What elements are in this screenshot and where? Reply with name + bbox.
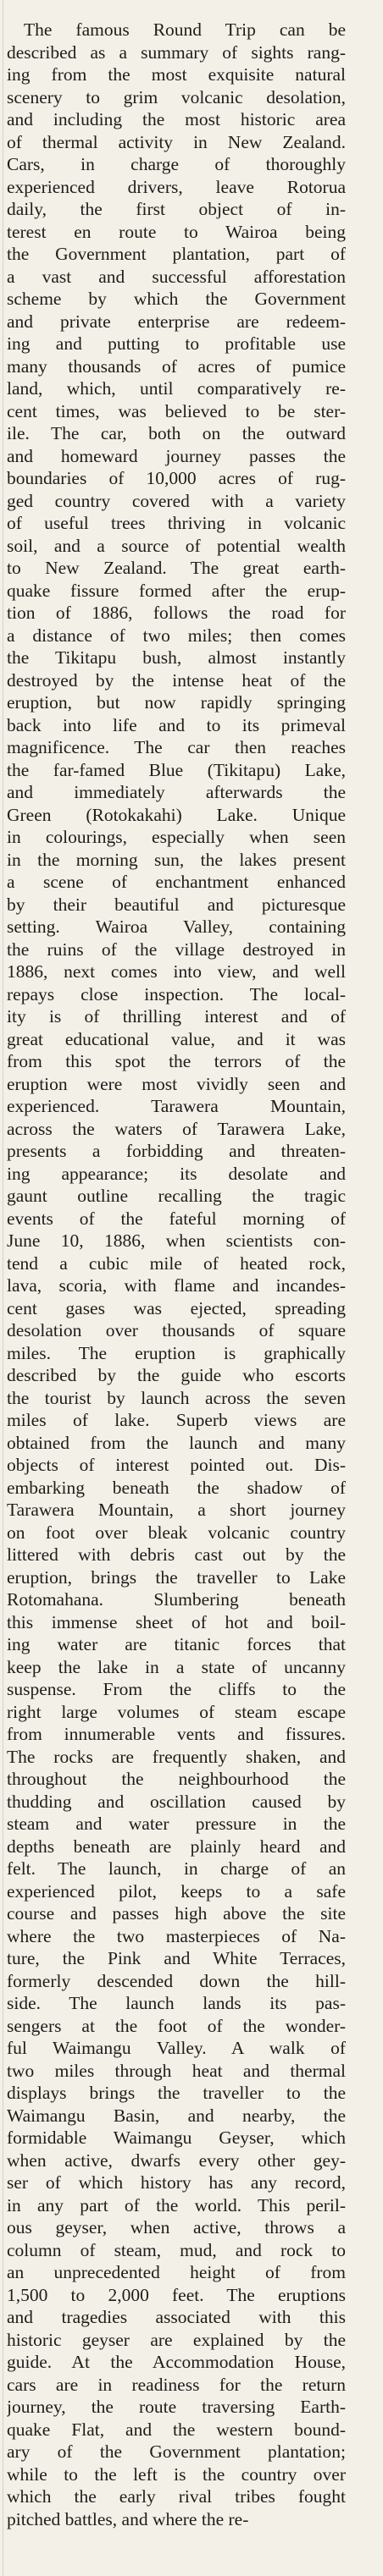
article-line: across the waters of Tarawera Lake,	[7, 1118, 346, 1139]
article-line: by their beautiful and picturesque	[7, 894, 346, 915]
article-line: column of steam, mud, and rock to	[7, 2239, 346, 2260]
article-line: ing water are titanic forces that	[7, 1634, 346, 1654]
article-line: lava, scoria, with flame and incandes-	[7, 1275, 346, 1296]
article-line: guide. At the Accommodation House,	[7, 2352, 346, 2372]
article-line: desolation over thousands of square	[7, 1320, 346, 1340]
article-line: thudding and oscillation caused by	[7, 1791, 346, 1812]
article-line: events of the fateful morning of	[7, 1208, 346, 1229]
article-line: ity is of thrilling interest and of	[7, 1006, 346, 1027]
article-line: two miles through heat and thermal	[7, 2060, 346, 2081]
article-line: terest en route to Wairoa being	[7, 221, 346, 242]
article-line: embarking beneath the shadow of	[7, 1477, 346, 1498]
article-line: in colourings, especially when seen	[7, 827, 346, 847]
article-line: boundaries of 10,000 acres of rug-	[7, 468, 346, 488]
article-line: Rotomahana. Slumbering beneath	[7, 1589, 346, 1610]
article-line: Tarawera Mountain, a short journey	[7, 1500, 346, 1520]
article-line: eruption were most vividly seen and	[7, 1073, 346, 1094]
article-line: miles. The eruption is graphically	[7, 1342, 346, 1363]
article-line: repays close inspection. The local-	[7, 983, 346, 1005]
article-line: destroyed by the intense heat of the	[7, 669, 346, 691]
article-line: this immense sheet of hot and boil-	[7, 1611, 346, 1632]
article-line: magnificence. The car then reaches	[7, 737, 346, 757]
article-line: historic geyser are explained by the	[7, 2329, 346, 2350]
article-line: ful Waimangu Valley. A walk of	[7, 2038, 346, 2058]
article-line: ged country covered with a variety	[7, 490, 346, 511]
article-line: many thousands of acres of pumice	[7, 355, 346, 377]
article-line: objects of interest pointed out. Dis-	[7, 1455, 346, 1475]
article-line: ing from the most exquisite natural	[7, 64, 346, 85]
article-line: a scene of enchantment enhanced	[7, 872, 346, 892]
article-column	[7, 19, 346, 2557]
article-line: and including the most historic area	[7, 109, 346, 129]
article-line: suspense. From the cliffs to the	[7, 1679, 346, 1699]
article-line: pitched battles, and where the re-	[7, 2508, 249, 2529]
article-line: and immediately afterwards the	[7, 782, 346, 802]
article-line: and homeward journey passes the	[7, 445, 346, 466]
article-line: cent gases was ejected, spreading	[7, 1297, 346, 1318]
article-line: Green (Rotokakahi) Lake. Unique	[7, 804, 346, 825]
article-line: great educational value, and it was	[7, 1028, 346, 1049]
article-line: daily, the first object of in-	[7, 199, 346, 219]
article-line: gaunt outline recalling the tragic	[7, 1186, 346, 1206]
article-line: ary of the Government plantation;	[7, 2441, 346, 2462]
article-line: an unprecedented height of from	[7, 2262, 346, 2282]
article-line: throughout the neighbourhood the	[7, 1769, 346, 1789]
article-line: the Tikitapu bush, almost instantly	[7, 647, 346, 668]
article-line: scheme by which the Government	[7, 289, 346, 309]
article-line: the Government plantation, part of	[7, 244, 346, 264]
article-line: formerly descended down the hill-	[7, 1970, 346, 1991]
article-line: displays brings the traveller to the	[7, 2083, 346, 2103]
article-line: sengers at the foot of the wonder-	[7, 2015, 346, 2036]
article-line: from this spot the terrors of the	[7, 1051, 346, 1071]
article-line: to New Zealand. The great earth-	[7, 558, 346, 578]
article-line: littered with debris cast out by the	[7, 1544, 346, 1565]
article-line: eruption, brings the traveller to Lake	[7, 1566, 346, 1588]
article-line: ing and putting to profitable use	[7, 333, 346, 354]
article-line: eruption, but now rapidly springing	[7, 692, 346, 713]
article-line: June 10, 1886, when scientists con-	[7, 1230, 346, 1251]
article-line: presents a forbidding and threaten-	[7, 1141, 346, 1161]
article-line: and private enterprise are redeem-	[7, 311, 346, 332]
article-line: cent times, was believed to be ster-	[7, 400, 346, 421]
article-line: 1886, next comes into view, and well	[7, 961, 346, 982]
article-line: scenery to grim volcanic desolation,	[7, 86, 346, 107]
article-line: in the morning sun, the lakes present	[7, 849, 346, 870]
article-line: described by the guide who escorts	[7, 1365, 346, 1385]
article-line: 1,500 to 2,000 feet. The eruptions	[7, 2284, 346, 2305]
article-line: a distance of two miles; then comes	[7, 625, 346, 646]
article-line: The rocks are frequently shaken, and	[7, 1746, 346, 1767]
article-line: experienced pilot, keeps to a safe	[7, 1880, 346, 1902]
article-line: the tourist by launch across the seven	[7, 1387, 346, 1408]
article-line: a vast and successful afforestation	[7, 266, 346, 287]
article-line: experienced. Tarawera Mountain,	[7, 1096, 346, 1116]
article-line: tend a cubic mile of heated rock,	[7, 1252, 346, 1274]
article-line: ous geyser, when active, throws a	[7, 2217, 346, 2237]
article-line: side. The launch lands its pas-	[7, 1993, 346, 2013]
article-line: on foot over bleak volcanic country	[7, 1522, 346, 1543]
article-line: the ruins of the village destroyed in	[7, 938, 346, 960]
article-line: tion of 1886, follows the road for	[7, 603, 346, 623]
article-line: in any part of the world. This peril-	[7, 2194, 346, 2215]
article-line: Waimangu Basin, and nearby, the	[7, 2105, 346, 2126]
article-line: of thermal activity in New Zealand.	[7, 131, 346, 152]
article-line: keep the lake in a state of uncanny	[7, 1656, 346, 1677]
article-line: Cars, in charge of thoroughly	[7, 154, 346, 174]
article-line: which the early rival tribes fought	[7, 2486, 346, 2507]
article-line: experienced drivers, leave Rotorua	[7, 176, 346, 197]
article-line: felt. The launch, in charge of an	[7, 1858, 346, 1879]
article-line: formidable Waimangu Geyser, which	[7, 2127, 346, 2148]
article-line: quake fissure formed after the erup-	[7, 580, 346, 601]
article-line: quake Flat, and the western bound-	[7, 2419, 346, 2440]
article-line: when active, dwarfs every other gey-	[7, 2149, 346, 2171]
article-line: where the two masterpieces of Na-	[7, 1925, 346, 1946]
article-line: from innumerable vents and fissures.	[7, 1724, 346, 1744]
article-line: the far-famed Blue (Tikitapu) Lake,	[7, 759, 346, 780]
article-line: The famous Round Trip can be	[24, 19, 346, 40]
article-line: land, which, until comparatively re-	[7, 378, 346, 399]
article-line: steam and water pressure in the	[7, 1814, 346, 1834]
article-line: ture, the Pink and White Terraces,	[7, 1948, 346, 1968]
article-line: soil, and a source of potential wealth	[7, 535, 346, 556]
article-line: back into life and to its primeval	[7, 714, 346, 735]
article-line: journey, the route traversing Earth-	[7, 2397, 346, 2417]
article-line: miles of lake. Superb views are	[7, 1410, 346, 1430]
article-line: obtained from the launch and many	[7, 1432, 346, 1453]
article-line: course and passes high above the site	[7, 1903, 346, 1924]
article-line: cars are in readiness for the return	[7, 2374, 346, 2395]
article-line: depths beneath are plainly heard and	[7, 1836, 346, 1857]
article-line: and tragedies associated with this	[7, 2307, 346, 2327]
article-line: ing appearance; its desolate and	[7, 1163, 346, 1184]
article-line: of useful trees thriving in volcanic	[7, 513, 346, 533]
article-line: right large volumes of steam escape	[7, 1701, 346, 1722]
article-line: described as a summary of sights rang-	[7, 41, 346, 63]
article-line: setting. Wairoa Valley, containing	[7, 916, 346, 937]
article-line: while to the left is the country over	[7, 2463, 346, 2485]
article-line: ile. The car, both on the outward	[7, 423, 346, 443]
article-line: ser of which history has any record,	[7, 2172, 346, 2193]
